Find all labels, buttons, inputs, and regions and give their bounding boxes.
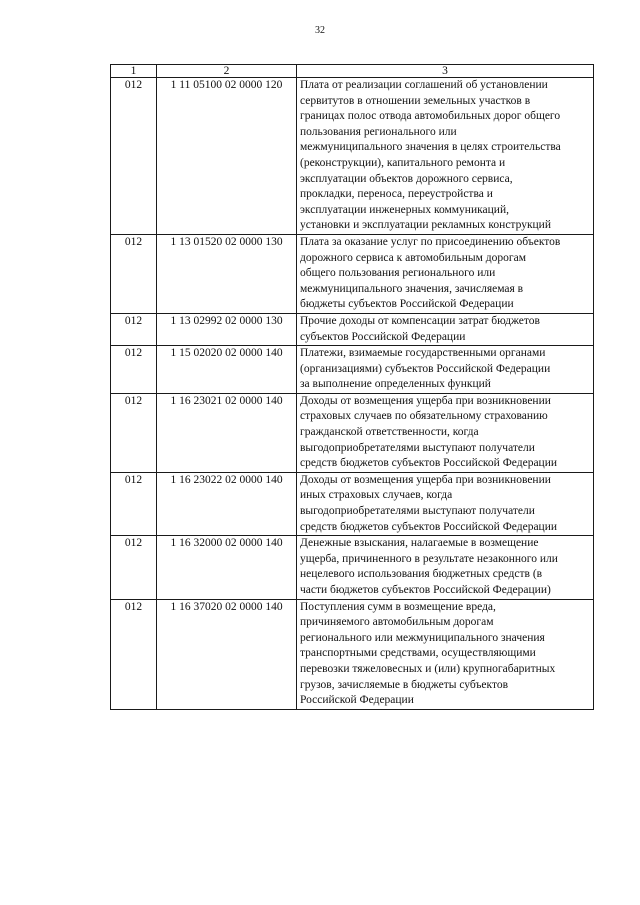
table-row: [111, 393, 594, 472]
table-row: [111, 346, 594, 394]
description-line: средств бюджетов субъектов Российской Федерации: [300, 457, 558, 470]
description-line: причиняемого автомобильным дорогам: [300, 616, 494, 629]
description-line: ущерба, причиненного в результате незаконного или: [300, 552, 558, 565]
description-line: Доходы от возмещения ущерба при возникновении: [300, 394, 551, 407]
revenue-description-cell: [297, 313, 594, 345]
description-line: (организациями) субъектов Российской Федерации: [300, 362, 551, 375]
description-line: выгодоприобретателями выступают получатели: [300, 441, 535, 454]
description-line: пользования регионального или: [300, 125, 457, 138]
table-row: [111, 599, 594, 709]
revenue-code-cell: 1 16 32000 02 0000 140: [157, 536, 297, 599]
description-line: Доходы от возмещения ущерба при возникновении: [300, 473, 551, 486]
description-line: эксплуатации объектов дорожного сервиса,: [300, 172, 513, 185]
admin-code-cell: 012: [111, 599, 157, 709]
revenue-description-cell: [297, 472, 594, 535]
revenue-codes-table: [110, 64, 594, 710]
revenue-code-cell: 1 16 37020 02 0000 140: [157, 599, 297, 709]
description-line: выгодоприобретателями выступают получатели: [300, 505, 535, 518]
description-line: (реконструкции), капитального ремонта и: [300, 156, 506, 169]
description-line: нецелевого использования бюджетных средств (в: [300, 568, 543, 581]
revenue-description-cell: [297, 234, 594, 313]
description-line: межмуниципального значения, зачисляемая в: [300, 282, 524, 295]
description-line: иных страховых случаев, когда: [300, 489, 453, 502]
column-header-2: 2: [157, 65, 297, 78]
description-line: за выполнение определенных функций: [300, 378, 491, 391]
revenue-description-cell: [297, 536, 594, 599]
description-line: страховых случаев по обязательному страхованию: [300, 410, 548, 423]
description-line: Плата от реализации соглашений об установлении: [300, 79, 548, 91]
revenue-code-cell: 1 16 23022 02 0000 140: [157, 472, 297, 535]
revenue-code-cell: 1 13 02992 02 0000 130: [157, 313, 297, 345]
description-line: эксплуатации инженерных коммуникаций,: [300, 203, 509, 216]
revenue-description-cell: [297, 599, 594, 709]
revenue-code-cell: 1 15 02020 02 0000 140: [157, 346, 297, 394]
description-line: установки и эксплуатации рекламных конструкций: [300, 219, 551, 232]
column-header-1: 1: [111, 65, 157, 78]
description-line: гражданской ответственности, когда: [300, 426, 479, 439]
description-line: Прочие доходы от компенсации затрат бюджетов: [300, 314, 540, 327]
description-line: дорожного сервиса к автомобильным дорогам: [300, 251, 526, 264]
revenue-code-cell: 1 11 05100 02 0000 120: [157, 78, 297, 235]
description-line: Поступления сумм в возмещение вреда,: [300, 600, 496, 613]
description-line: Плата за оказание услуг по присоединению объектов: [300, 235, 561, 248]
revenue-description-cell: [297, 346, 594, 394]
description-line: средств бюджетов субъектов Российской Федерации: [300, 520, 558, 533]
description-line: регионального или межмуниципального значения: [300, 631, 545, 644]
description-line: общего пользования регионального или: [300, 267, 496, 280]
admin-code-cell: 012: [111, 393, 157, 472]
table-row: [111, 313, 594, 345]
table-body: [111, 78, 594, 710]
description-line: Денежные взыскания, налагаемые в возмещение: [300, 537, 539, 550]
description-line: субъектов Российской Федерации: [300, 330, 466, 343]
table-row: [111, 472, 594, 535]
description-line: части бюджетов субъектов Российской Федерации): [300, 584, 551, 596]
admin-code-cell: 012: [111, 536, 157, 599]
description-line: границах полос отвода автомобильных дорог общего: [300, 110, 561, 123]
description-line: прокладки, переноса, переустройства и: [300, 188, 493, 201]
admin-code-cell: 012: [111, 472, 157, 535]
admin-code-cell: 012: [111, 78, 157, 235]
table-row: [111, 234, 594, 313]
description-line: перевозки тяжеловесных и (или) крупногабаритных: [300, 662, 556, 675]
description-line: Платежи, взимаемые государственными органами: [300, 347, 546, 360]
description-line: бюджеты субъектов Российской Федерации: [300, 298, 514, 311]
revenue-code-cell: 1 16 23021 02 0000 140: [157, 393, 297, 472]
revenue-description-cell: [297, 393, 594, 472]
description-line: грузов, зачисляемые в бюджеты субъектов: [300, 678, 509, 691]
revenue-code-cell: 1 13 01520 02 0000 130: [157, 234, 297, 313]
column-header-3: 3: [297, 65, 594, 78]
description-line: транспортными средствами, осуществляющими: [300, 647, 536, 660]
revenue-description-cell: [297, 78, 594, 235]
table-row: [111, 536, 594, 599]
admin-code-cell: 012: [111, 234, 157, 313]
page-number: 32: [315, 25, 325, 36]
table-row: [111, 78, 594, 235]
table-header-row: [111, 65, 594, 78]
description-line: сервитутов в отношении земельных участков в: [300, 94, 531, 107]
description-line: Российской Федерации: [300, 694, 414, 707]
admin-code-cell: 012: [111, 313, 157, 345]
admin-code-cell: 012: [111, 346, 157, 394]
description-line: межмуниципального значения в целях строительства: [300, 141, 561, 154]
